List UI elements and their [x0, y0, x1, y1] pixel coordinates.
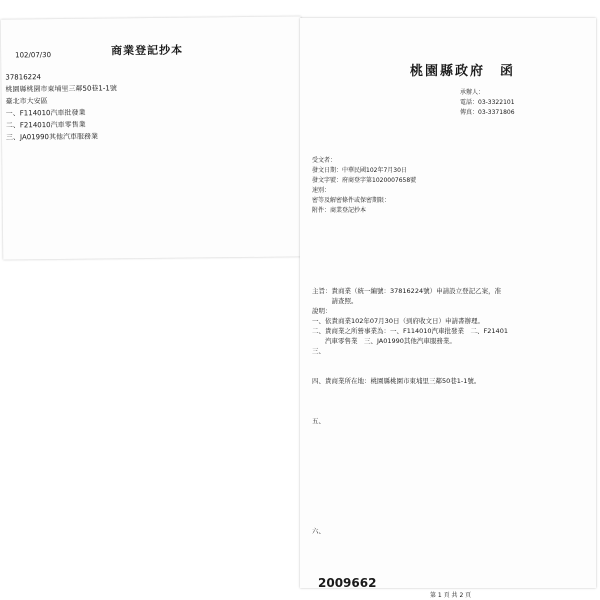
body-line	[312, 436, 592, 446]
registration-field: 臺北市大安區	[5, 97, 48, 106]
page-number: 第 1 頁 共 2 頁	[430, 592, 472, 599]
body-line: 四、貴商業所在地：桃園縣桃園市東埔里三鄰50巷1-1號。	[312, 377, 481, 385]
meta-line: 速別：	[312, 187, 331, 194]
body-line: 五、	[312, 417, 325, 425]
body-line	[312, 406, 592, 416]
body-line	[312, 546, 592, 556]
registration-field: 一、F114010汽車批發業	[5, 108, 86, 118]
body-line	[312, 386, 592, 396]
body-line	[312, 506, 592, 516]
body-line	[312, 446, 592, 456]
contact-block	[460, 88, 515, 118]
business-registration-transcript	[1, 16, 303, 259]
government-letter	[300, 18, 596, 599]
print-date: 102/07/30	[15, 51, 52, 60]
body-line: 三、	[312, 347, 325, 355]
registration-field: 桃園縣桃園市東埔里三鄰50巷1-1號	[5, 84, 117, 94]
meta-line: 發文字號：府商登字第1020007658號	[312, 177, 417, 184]
body-line	[312, 456, 592, 466]
body-line	[312, 366, 592, 376]
body-line: 汽車零售業 三、JA01990其他汽車服務業。	[312, 337, 456, 345]
body-line: 請查照。	[312, 297, 358, 305]
body-line	[312, 356, 592, 366]
body-line: 六、	[312, 527, 325, 535]
meta-line: 附件：商業登記抄本	[312, 207, 367, 214]
registration-field: 37816224	[5, 73, 42, 82]
letter-body	[312, 286, 592, 556]
body-line: 說明：	[312, 307, 332, 315]
body-line	[312, 496, 592, 506]
contact-line: 傳真：03-3371806	[460, 109, 515, 116]
registration-field: 三、JA01990其他汽車服務業	[5, 132, 99, 142]
registration-field: 二、F214010汽車零售業	[5, 120, 86, 130]
document-number: 2009662	[318, 576, 377, 590]
body-line: 二、貴商業之所營事業為：一、F114010汽車批發業 二、F21401	[312, 327, 508, 335]
contact-line: 電話：03-3322101	[460, 99, 515, 106]
meta-line: 密等及解密條件或保密期限：	[312, 197, 391, 204]
letter-title: 桃園縣政府 函	[410, 64, 516, 79]
body-line: 一、依貴商業102年07月30日（到府收文日）申請書辦理。	[312, 317, 484, 325]
body-line: 主旨：貴商業（統一編號：37816224號）申請設立登記乙案，准	[312, 287, 502, 295]
body-line	[312, 486, 592, 496]
body-line	[312, 536, 592, 546]
registration-fields	[5, 70, 117, 143]
document-title: 商業登記抄本	[111, 43, 184, 58]
contact-line: 承辦人：	[460, 89, 485, 96]
letter-meta	[312, 156, 416, 216]
body-line	[312, 476, 592, 486]
body-line	[312, 396, 592, 406]
body-line	[312, 516, 592, 526]
meta-line: 發文日期：中華民國102年7月30日	[312, 167, 407, 174]
body-line	[312, 466, 592, 476]
meta-line: 受文者：	[312, 157, 337, 164]
body-line	[312, 426, 592, 436]
